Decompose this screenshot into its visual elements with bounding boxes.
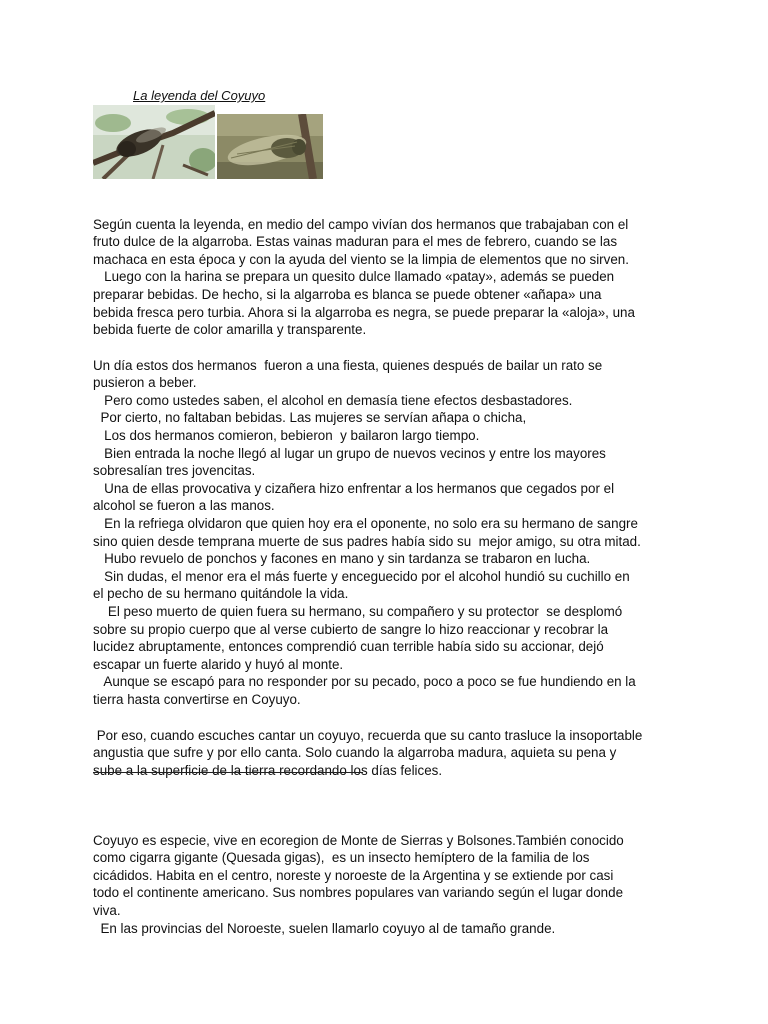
text-line: Bien entrada la noche llegó al lugar un grupo de nuevos vecinos y entre los mayores <box>93 445 606 461</box>
text-line: En la refriega olvidaron que quien hoy era el oponente, no solo era su hermano de sangre <box>93 515 638 531</box>
story-paragraph-2 <box>93 339 693 708</box>
text-line: En las provincias del Noroeste, suelen llamarlo coyuyo al de tamaño grande. <box>93 920 556 936</box>
text-line: fruto dulce de la algarroba. Estas vainas maduran para el mes de febrero, cuando se las <box>93 234 618 250</box>
text-line: Aunque se escapó para no responder por su pecado, poco a poco se fue hundiendo en la <box>93 674 636 690</box>
text-line: sobre su propio cuerpo que al verse cubierto de sangre lo hizo reaccionar y recobrar la <box>93 621 609 637</box>
coyuyo-info-paragraph <box>93 814 693 937</box>
text-line: Por cierto, no faltaban bebidas. Las mujeres se servían añapa o chicha, <box>93 410 527 426</box>
text-line: Un día estos dos hermanos fueron a una fiesta, quienes después de bailar un rato se <box>93 357 603 373</box>
text-line: lucidez abruptamente, entonces comprendió cuan terrible había sido su accionar, dejó <box>93 639 604 655</box>
text-line: Hubo revuelo de ponchos y facones en mano y sin tardanza se trabaron en lucha. <box>93 551 591 567</box>
text-line: Los dos hermanos comieron, bebieron y bailaron largo tiempo. <box>93 427 480 443</box>
text-line: pusieron a beber. <box>93 375 197 391</box>
document-title: La leyenda del Coyuyo <box>133 88 266 103</box>
text-line: viva. <box>93 902 121 918</box>
coyuyo-on-branch-photo <box>93 105 215 179</box>
section-divider <box>93 772 363 773</box>
text-line: bebida fresca pero turbia. Ahora si la algarroba es negra, se puede preparar la «aloja», una <box>93 304 635 320</box>
story-paragraph-1 <box>93 198 693 339</box>
text-line: bebida fuerte de color amarilla y transparente. <box>93 322 367 338</box>
coyuyo-closeup-photo <box>217 114 323 179</box>
text-line: machaca en esta época y con la ayuda del viento se la limpia de elementos que no sirven. <box>93 251 629 267</box>
text-line: Luego con la harina se prepara un quesito dulce llamado «patay», además se pueden <box>93 269 615 285</box>
text-line: Una de ellas provocativa y cizañera hizo enfrentar a los hermanos que cegados por el <box>93 480 615 496</box>
text-line: escapar un fuerte alarido y huyó al monte. <box>93 656 344 672</box>
text-line: sube a la superficie de la tierra recordando los días felices. <box>93 762 443 778</box>
text-line: Por eso, cuando escuches cantar un coyuyo, recuerda que su canto trasluce la insoportable <box>93 727 643 743</box>
text-line: Sin dudas, el menor era el más fuerte y enceguecido por el alcohol hundió su cuchillo en <box>93 568 630 584</box>
text-line: sino quien desde temprana muerte de sus padres había sido su mejor amigo, su otra mitad. <box>93 533 641 549</box>
text-line: alcohol se fueron a las manos. <box>93 498 275 514</box>
text-line: preparar bebidas. De hecho, si la algarroba es blanca se puede obtener «añapa» una <box>93 286 602 302</box>
text-line: sobresalían tres jovencitas. <box>93 463 256 479</box>
text-line: Pero como ustedes saben, el alcohol en demasía tiene efectos desbastadores. <box>93 392 573 408</box>
text-line: tierra hasta convertirse en Coyuyo. <box>93 691 301 707</box>
text-line: Coyuyo es especie, vive en ecoregion de Monte de Sierras y Bolsones.También conocido <box>93 832 624 848</box>
story-paragraph-3 <box>93 709 693 779</box>
text-line: El peso muerto de quien fuera su hermano, su compañero y su protector se desplomó <box>93 603 623 619</box>
text-line: como cigarra gigante (Quesada gigas), es un insecto hemíptero de la familia de los <box>93 850 590 866</box>
text-line: cicádidos. Habita en el centro, noreste y noroeste de la Argentina y se extiende por casi <box>93 867 614 883</box>
text-line: el pecho de su hermano quitándole la vida. <box>93 586 349 602</box>
text-line: Según cuenta la leyenda, en medio del campo vivían dos hermanos que trabajaban con el <box>93 216 629 232</box>
text-line: todo el continente americano. Sus nombres populares van variando según el lugar donde <box>93 885 624 901</box>
text-line: angustia que sufre y por ello canta. Solo cuando la algarroba madura, aquieta su pena y <box>93 745 617 761</box>
